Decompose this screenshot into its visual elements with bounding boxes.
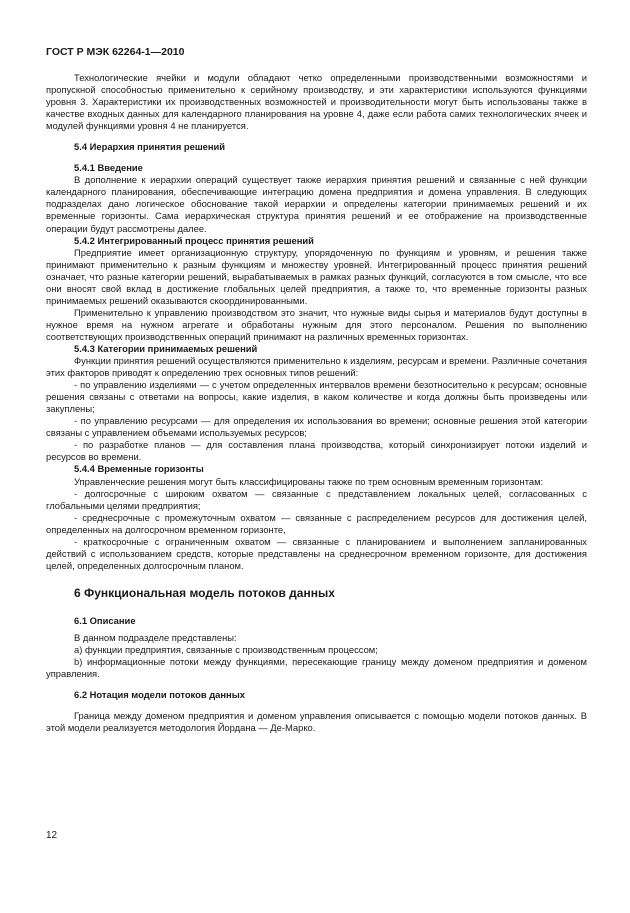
list-item: b) информационные потоки между функциями, пересекающие границу между доменом предприятия и доменом управления. — [46, 656, 587, 680]
document-body — [46, 72, 587, 734]
section-5-4-2-heading: 5.4.2 Интегрированный процесс принятия решений — [74, 234, 314, 246]
list-item: - среднесрочные с промежуточным охватом — связанные с распределением ресурсов для достижения целей, определенных на долгосрочном временном горизонте, — [46, 511, 587, 535]
section-6-1-heading: 6.1 Описание — [74, 614, 136, 626]
page-number: 12 — [46, 830, 58, 841]
section-5-4-heading: 5.4 Иерархия принятия решений — [74, 141, 226, 153]
section-6-heading: 6 Функциональная модель потоков данных — [74, 585, 335, 600]
section-5-4-4-heading: 5.4.4 Временные горизонты — [74, 463, 204, 475]
section-5-4-3-paragraph: Функции принятия решений осуществляются применительно к изделиям, ресурсам и времени. Различные сочетания этих факторов приводят к определению трех основных типов решений: — [46, 355, 587, 379]
list-item: - по управлению ресурсами — для определения их использования во времени; основные решения этой категории связаны с управлением объемами используемых ресурсов; — [46, 415, 587, 439]
section-6-1-paragraph: В данном подразделе представлены: — [74, 631, 237, 643]
list-item: - долгосрочные с широким охватом — связанные с представлением локальных целей, согласованных с глобальными целями предприятия; — [46, 487, 587, 511]
section-5-4-2-paragraph-2: Применительно к управлению производством это значит, что нужные виды сырья и материалов будут доступны в нужное время на нужном агрегате и обработаны нужным для этого персоналом. Решения по выполнению соответствующих производственных операций принимают на различных временных горизонтах. — [46, 306, 587, 342]
section-6-2-paragraph: Граница между доменом предприятия и доменом управления описывается с помощью модели потоков данных. В этой модели реализуется методология Йордана — Де-Марко. — [46, 710, 587, 734]
section-5-4-1-heading: 5.4.1 Введение — [74, 162, 143, 174]
section-5-4-4-paragraph: Управленческие решения могут быть классифицированы также по трем основным временным горизонтам: — [74, 475, 544, 487]
list-item: - по разработке планов — для составления плана производства, который синхронизирует потоки изделий и ресурсов во времени. — [46, 439, 587, 463]
list-item: a) функции предприятия, связанные с производственным процессом; — [74, 643, 378, 655]
section-5-4-1-paragraph: В дополнение к иерархии операций существует также иерархия принятия решений и связанные с ней функции календарного планирования, обеспечивающие интеграцию домена предприятия и домена управления. В следующих подразделах дано логическое обоснование такой иерархии и определены категории принимаемых решений и их временные горизонты. Сама иерархическая структура принятия решений и ее отображение на производственные операции будут рассмотрены далее. — [46, 174, 587, 234]
section-5-4-2-paragraph-1: Предприятие имеет организационную структуру, упорядоченную по функциям и уровням, и решения также принимают применительно к разным функциям и множеству уровней. Интегрированный процесс принятия решений означает, что разные категории решений, вырабатываемых в рамках разных функций, согласуются в том смысле, что все они вносят свой вклад в достижение глобальных целей предприятия, а также то, что временные горизонты разных принимаемых решений оказываются скоординированными. — [46, 246, 587, 306]
section-6-2-heading: 6.2 Нотация модели потоков данных — [74, 689, 245, 701]
document-header: ГОСТ Р МЭК 62264-1—2010 — [46, 46, 185, 58]
section-5-4-3-heading: 5.4.3 Категории принимаемых решений — [74, 342, 258, 354]
list-item: - по управлению изделиями — с учетом определенных интервалов времени безотносительно к ресурсам; основные решения связаны с ответами на вопросы, какие изделия, в каком количестве и когда должны быть произведены или закуплены; — [46, 379, 587, 415]
intro-paragraph: Технологические ячейки и модули обладают четко определенными производственными возможностями и пропускной способностью применительно к серийному производству, и эти характеристики используются функциями уровня 3. Характеристики их производственных возможностей и производительности могут быть использованы также в качестве входных данных для календарного планирования на уровне 4, даже если работа самих технологических ячеек и модулей функциями уровня 4 не планируется. — [46, 72, 587, 132]
list-item: - краткосрочные с ограниченным охватом — связанные с планированием и выполнением запланированных действий с использованием средств, которые представлены на среднесрочном временном горизонте, для достижения целей, определенных долгосрочным планом. — [46, 535, 587, 571]
